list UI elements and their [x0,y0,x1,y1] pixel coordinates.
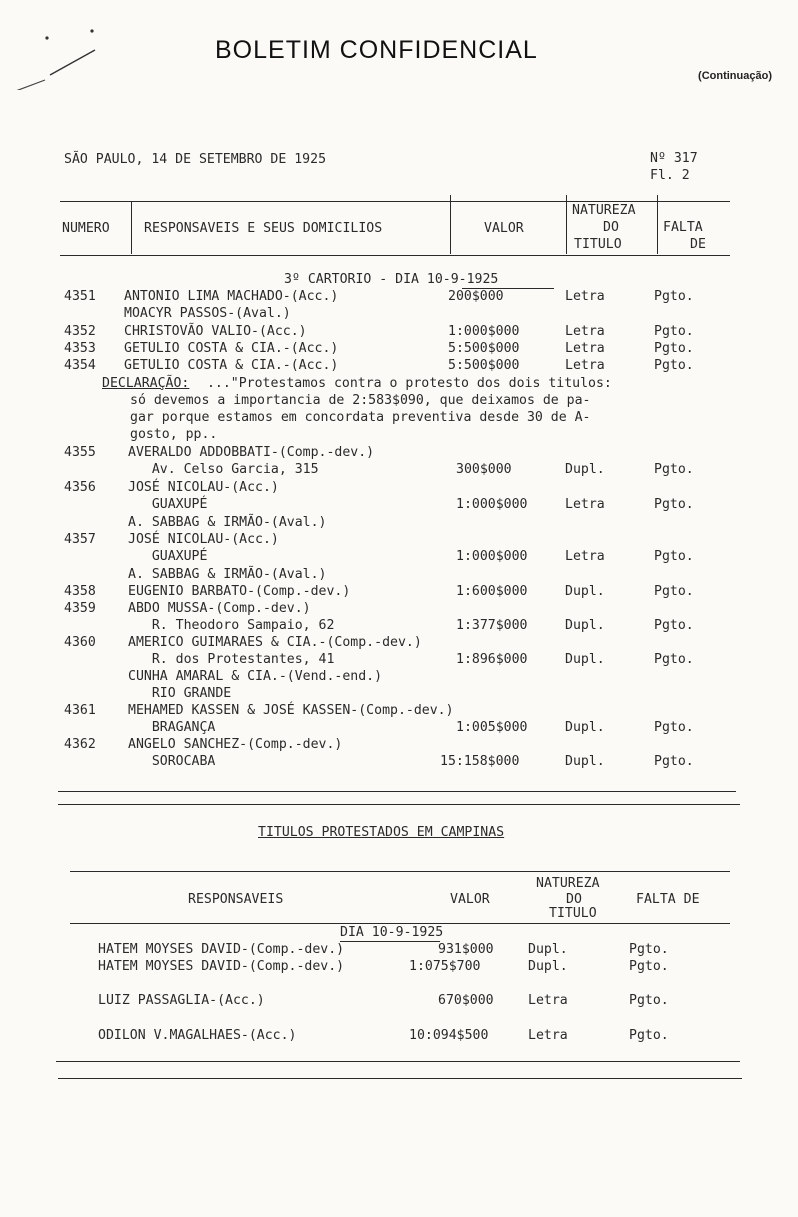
row-responsavel: ABDO MUSSA-(Comp.-dev.) [128,600,311,616]
t2-section-heading: DIA 10-9-1925 [340,925,444,940]
row-falta: Pgto. [654,289,694,304]
row-number: 4360 [64,634,96,650]
row-valor: 300$000 [456,461,512,477]
row-valor: 1:005$000 [456,719,528,735]
t2-row-natureza: Letra [528,1028,568,1043]
place-date: SÃO PAULO, 14 DE SETEMBRO DE 1925 [64,152,327,167]
row-natureza: Letra [565,496,605,512]
col-header-falta: FALTA [663,220,703,235]
row-number: 4351 [64,289,96,304]
row-valor: 1:600$000 [456,583,528,599]
row-natureza: Dupl. [565,583,605,599]
row-responsavel: JOSÉ NICOLAU-(Acc.) [128,479,279,495]
row-valor: 1:000$000 [448,323,520,339]
row-falta: Pgto. [654,617,694,633]
row-natureza: Dupl. [565,651,605,667]
declaracao-line: gar porque estamos em concordata preventiva desde 30 de A- [130,410,591,426]
row-responsavel: ANGELO SANCHEZ-(Comp.-dev.) [128,736,343,752]
row-valor: 5:500$000 [448,340,520,356]
t2-row-valor: 1:075$700 [409,959,481,974]
row-natureza: Letra [565,548,605,564]
col-divider [566,195,567,254]
row-valor: 1:377$000 [456,617,528,633]
t2-row-falta: Pgto. [629,1028,669,1043]
row-falta: Pgto. [654,358,694,374]
row-falta: Pgto. [654,340,694,356]
row-responsavel: GUAXUPÉ [128,548,208,564]
row-falta: Pgto. [654,496,694,512]
t2-row-natureza: Dupl. [528,942,568,957]
row-falta: Pgto. [654,753,694,769]
row-responsavel: CUNHA AMARAL & CIA.-(Vend.-end.) [128,668,383,684]
footer-rule [58,1078,742,1079]
header-bottom-rule [60,255,730,256]
t2-row-valor: 931$000 [438,942,494,957]
row-number: 4352 [64,323,96,339]
row-responsavel: JOSÉ NICOLAU-(Acc.) [128,531,279,547]
pen-stroke-mark [0,20,110,90]
campinas-title: TITULOS PROTESTADOS EM CAMPINAS [258,825,505,840]
row-falta: Pgto. [654,461,694,477]
row-natureza: Letra [565,323,605,339]
row-responsavel: A. SABBAG & IRMÃO-(Aval.) [128,514,327,530]
row-valor: 15:158$000 [440,753,520,769]
t2-header-natureza-titulo: TITULO [549,906,597,921]
col-header-natureza: NATUREZA [572,203,636,218]
row-responsavel: GETULIO COSTA & CIA.-(Acc.) [124,358,339,374]
t2-header-natureza: NATUREZA [536,876,600,891]
row-falta: Pgto. [654,583,694,599]
t2-header-natureza-do: DO [566,892,582,907]
row-valor: 200$000 [448,289,504,304]
t2-row-falta: Pgto. [629,942,669,957]
row-number: 4357 [64,531,96,547]
row-natureza: Letra [565,358,605,374]
t2-row-natureza: Dupl. [528,959,568,974]
row-responsavel: BRAGANÇA [128,719,216,735]
col-divider [131,202,132,254]
row-responsavel: AVERALDO ADDOBBATI-(Comp.-dev.) [128,444,375,460]
row-number: 4353 [64,340,96,356]
t2-row-responsavel: HATEM MOYSES DAVID-(Comp.-dev.) [98,959,345,974]
t2-row-responsavel: ODILON V.MAGALHAES-(Acc.) [98,1028,297,1043]
col-header-natureza-do: DO [603,220,619,235]
row-responsavel: GETULIO COSTA & CIA.-(Acc.) [124,340,339,356]
row-responsavel: ANTONIO LIMA MACHADO-(Acc.) [124,289,339,304]
row-responsavel: SOROCABA [128,753,216,769]
row-responsavel: R. dos Protestantes, 41 [128,651,335,667]
row-natureza: Dupl. [565,719,605,735]
footer-rule [56,1061,740,1062]
row-valor: 1:000$000 [456,496,528,512]
row-number: 4358 [64,583,96,599]
t2-header-responsaveis: RESPONSAVEIS [188,892,284,907]
page-title: BOLETIM CONFIDENCIAL [215,36,538,64]
col-header-natureza-titulo: TITULO [574,237,622,252]
header-top-rule [60,201,730,202]
t2-row-natureza: Letra [528,993,568,1008]
declaracao-line: gosto, pp.. [130,427,218,443]
row-number: 4355 [64,444,96,460]
row-natureza: Letra [565,340,605,356]
row-responsavel: RIO GRANDE [128,685,232,701]
t2-row-responsavel: HATEM MOYSES DAVID-(Comp.-dev.) [98,942,345,957]
table1-end-rule [58,804,740,805]
row-responsavel: R. Theodoro Sampaio, 62 [128,617,335,633]
row-natureza: Dupl. [565,461,605,477]
section-heading: 3º CARTORIO - DIA 10-9-1925 [284,272,499,287]
row-natureza: Dupl. [565,753,605,769]
t2-section-underline [340,941,440,942]
row-valor: 1:000$000 [456,548,528,564]
row-falta: Pgto. [654,548,694,564]
col-header-falta-de: DE [690,237,706,252]
t2-header-valor: VALOR [450,892,490,907]
row-natureza: Dupl. [565,617,605,633]
t2-row-falta: Pgto. [629,959,669,974]
row-falta: Pgto. [654,719,694,735]
row-number: 4361 [64,702,96,718]
table2-header-rule [70,923,730,924]
col-header-responsaveis: RESPONSAVEIS E SEUS DOMICILIOS [144,221,383,236]
declaracao-label: DECLARAÇÃO: [102,375,190,391]
col-header-valor: VALOR [484,221,524,236]
row-falta: Pgto. [654,651,694,667]
bulletin-number: Nº 317 [650,151,698,166]
row-falta: Pgto. [654,323,694,339]
row-valor: 1:896$000 [456,651,528,667]
row-responsavel: A. SABBAG & IRMÃO-(Aval.) [128,566,327,582]
row-number: 4359 [64,600,96,616]
t2-row-valor: 10:094$500 [409,1028,489,1043]
col-divider [450,195,451,254]
declaracao-line: só devemos a importancia de 2:583$090, que deixamos de pa- [130,392,591,408]
t2-header-falta: FALTA DE [636,892,700,907]
row-number: 4356 [64,479,96,495]
table1-end-rule [58,791,736,792]
row-responsavel: Av. Celso Garcia, 315 [128,461,319,477]
row-responsavel: GUAXUPÉ [128,496,208,512]
t2-row-falta: Pgto. [629,993,669,1008]
t2-row-responsavel: LUIZ PASSAGLIA-(Acc.) [98,993,265,1008]
col-header-numero: NUMERO [62,221,110,236]
row-natureza: Letra [565,289,605,304]
row-valor: 5:500$000 [448,358,520,374]
t2-row-valor: 670$000 [438,993,494,1008]
sheet-number: Fl. 2 [650,168,690,183]
row-responsavel: MOACYR PASSOS-(Aval.) [124,306,291,322]
col-divider [657,195,658,254]
row-number: 4354 [64,358,96,374]
row-number: 4362 [64,736,96,752]
row-responsavel: MEHAMED KASSEN & JOSÉ KASSEN-(Comp.-dev.) [128,702,454,718]
row-responsavel: AMERICO GUIMARAES & CIA.-(Comp.-dev.) [128,634,422,650]
declaracao-line: ..."Protestamos contra o protesto dos dois titulos: [199,375,612,391]
continuation-label: (Continuação) [698,70,772,82]
row-responsavel: EUGENIO BARBATO-(Comp.-dev.) [128,583,351,599]
table2-top-rule [70,871,730,872]
row-responsavel: CHRISTOVÃO VALIO-(Acc.) [124,323,307,339]
